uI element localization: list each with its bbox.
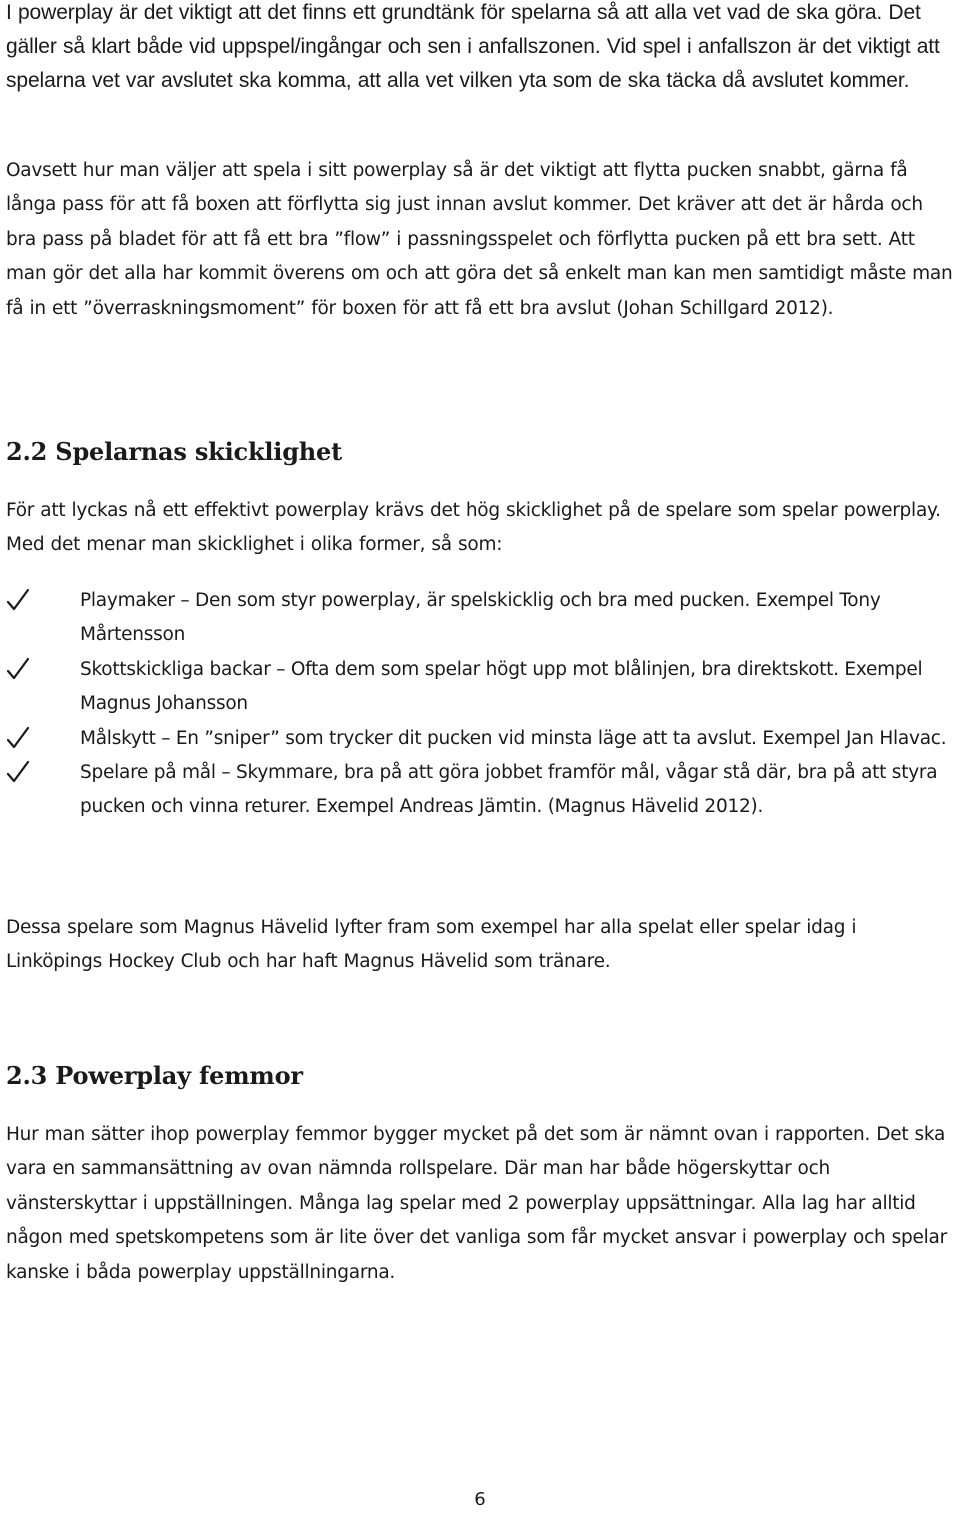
check-mark-icon <box>6 584 32 618</box>
check-mark-icon <box>6 653 32 687</box>
checklist-item-playmaker <box>6 584 954 653</box>
checklist-item-text: Skottskickliga backar – Ofta dem som spelar högt upp mot blålinjen, bra direktskott. Exempel Magnus Johansson <box>80 658 923 715</box>
checklist-item-spelare-pa-mal <box>6 756 954 825</box>
paragraph-femmor: Hur man sätter ihop powerplay femmor bygger mycket på det som är nämnt ovan i rapporten. Det ska vara en sammansättning av ovan nämnda rollspelare. Där man har både högerskyttar och vänsterskyttar i uppställningen. Många lag spelar med 2 powerplay uppsättningar. Alla lag har alltid någon med spetskompetens som är lite över det vanliga som får mycket ansvar i powerplay och spelar kanske i båda powerplay uppställningarna. <box>6 1124 948 1283</box>
checklist-item-text: Målskytt – En ”sniper” som trycker dit pucken vid minsta läge att ta avslut. Exempel Jan Hlavac. <box>80 727 947 749</box>
paragraph-dessa: Dessa spelare som Magnus Hävelid lyfter fram som exempel har alla spelat eller spelar idag i Linköpings Hockey Club och har haft Magnus Hävelid som tränare. <box>6 917 857 973</box>
check-mark-icon <box>6 756 32 790</box>
paragraph-skicklighet: För att lyckas nå ett effektivt powerplay krävs det hög skicklighet på de spelare som spelar powerplay. Med det menar man skicklighet i olika former, så som: <box>6 500 941 556</box>
page-number: 6 <box>474 1489 486 1510</box>
checklist-item-malskytt <box>6 722 954 756</box>
heading-spelarnas-skicklighet: 2.2 Spelarnas skicklighet <box>6 437 342 466</box>
skill-checklist <box>6 584 954 825</box>
paragraph-intro: I powerplay är det viktigt att det finns ett grundtänk för spelarna så att alla vet vad de ska göra. Det gäller så klart både vid uppspel/ingångar och sen i anfallszonen. Vid spel i anfallszon är det viktigt att spelarna vet var avslutet ska komma, att alla vet vilken yta som de ska täcka då avslutet kommer. <box>6 1 940 92</box>
checklist-item-text: Spelare på mål – Skymmare, bra på att göra jobbet framför mål, vågar stå där, bra på att styra pucken och vinna returer. Exempel Andreas Jämtin. (Magnus Hävelid 2012). <box>80 762 938 818</box>
checklist-item-text: Playmaker – Den som styr powerplay, är spelskicklig och bra med pucken. Exempel Tony Mårtensson <box>80 590 881 646</box>
check-mark-icon <box>6 722 32 756</box>
checklist-item-skottskickliga-backar <box>6 653 954 722</box>
heading-powerplay-femmor: 2.3 Powerplay femmor <box>6 1061 303 1090</box>
paragraph-oavsett: Oavsett hur man väljer att spela i sitt powerplay så är det viktigt att flytta pucken snabbt, gärna få långa pass för att få boxen att förflytta sig just innan avslut kommer. Det kräver att det är hårda och bra pass på bladet för att få ett bra ”flow” i passningsspelet och förflytta pucken på ett bra sett. Att man gör det alla har kommit överens om och att göra det så enkelt man kan men samtidigt måste man få in ett ”överraskningsmoment” för boxen för att få ett bra avslut (Johan Schillgard 2012). <box>6 160 953 319</box>
